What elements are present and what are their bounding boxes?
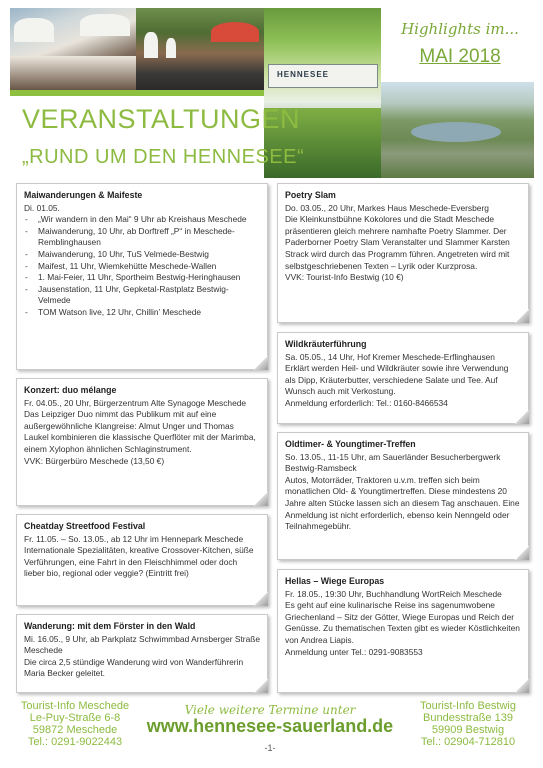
event-title: Hellas – Wiege Europas <box>285 576 385 586</box>
list-item: - Maifest, 11 Uhr, Wiemkehütte Meschede-Wallen <box>24 261 260 273</box>
event-maiwanderungen <box>16 183 268 370</box>
event-title: Poetry Slam <box>285 190 336 200</box>
event-title: Maiwanderungen & Maifeste <box>24 190 143 200</box>
event-poetry-slam <box>277 183 529 323</box>
event-wanderung <box>16 614 268 693</box>
photo-evening-fest <box>136 8 264 90</box>
footer-website-link[interactable]: www.hennesee-sauerland.de <box>146 716 394 736</box>
page-curl <box>515 309 529 323</box>
footer-city: 59872 Meschede <box>32 724 118 736</box>
page-curl <box>254 679 268 693</box>
footer-phone: Tel.: 0291-9022443 <box>27 736 123 748</box>
event-title: Konzert: duo mélange <box>24 385 117 395</box>
event-date: So. 13.05., 11-15 Uhr, am Sauerländer Besucherbergwerk Bestwig-Ramsbeck <box>285 451 501 474</box>
photo-festival-crowd <box>10 8 136 90</box>
event-date: Mi. 16.05., 9 Uhr, ab Parkplatz Schwimmbad Arnsberger Straße Meschede <box>24 633 260 656</box>
footer-office-name: Tourist-Info Meschede <box>20 700 130 712</box>
event-text: Erklärt werden Heil- und Wildkräuter sowie ihre Verwendung als Dipp, Kräuterbutter, verschiedene Salate und Tee. Auf Wunsch auch mit Verkostung. <box>285 363 509 397</box>
footer-tagline: Viele weitere Termine unter <box>184 703 356 717</box>
list-item: - „Wir wandern in den Mai“ 9 Uhr ab Kreishaus Meschede <box>24 214 260 226</box>
event-text: Autos, Motorräder, Traktoren u.v.m. treffen sich beim monatlichen Old- & Youngtimertreffen. Diese mindestens 20 Jahre alten Stücke lassen sich an diesem Tag anschauen. Eine Anmeldung ist nicht erforderlich, ebenso kein Nenngeld oder Teilnahmegebühr. <box>285 474 520 532</box>
event-date: Fr. 18.05., 19:30 Uhr, Buchhandlung WortReich Meschede <box>285 588 502 599</box>
event-date: Sa. 05.05., 14 Uhr, Hof Kremer Meschede-Erflinghausen <box>285 351 495 362</box>
footer-street: Le-Puy-Straße 6-8 <box>29 712 121 724</box>
event-date: Fr. 11.05. – So. 13.05., ab 12 Uhr im Hennepark Meschede <box>24 533 244 544</box>
event-title: Cheatday Streetfood Festival <box>24 521 146 531</box>
list-item: - TOM Watson live, 12 Uhr, Chillin’ Meschede <box>24 307 260 319</box>
event-title: Wildkräuterführung <box>285 339 367 349</box>
list-item: - Maiwanderung, 10 Uhr, TuS Velmede-Bestwig <box>24 249 260 261</box>
event-title: Oldtimer- & Youngtimer-Treffen <box>285 439 416 449</box>
event-date: Fr. 04.05., 20 Uhr, Bürgerzentrum Alte Synagoge Meschede <box>24 397 247 408</box>
event-cheatday <box>16 514 268 606</box>
list-item: - 1. Mai-Feier, 11 Uhr, Sportheim Bestwig-Heringhausen <box>24 272 260 284</box>
footer-tourist-info-bestwig <box>400 700 536 748</box>
event-title: Wanderung: mit dem Förster in den Wald <box>24 621 196 631</box>
footer-tourist-info-meschede <box>10 700 140 748</box>
event-anmeldung: Anmeldung erforderlich: Tel.: 0160-8466534 <box>285 397 448 408</box>
page-curl <box>515 679 529 693</box>
footer-office-name: Tourist-Info Bestwig <box>420 700 516 712</box>
event-date: Do. 03.05., 20 Uhr, Markes Haus Meschede-Eversberg <box>285 202 489 213</box>
page-number: -1- <box>264 743 276 753</box>
list-item: - Jausenstation, 11 Uhr, Gepketal-Rastplatz Bestwig-Velmede <box>24 284 260 307</box>
footer-phone: Tel.: 02904-712810 <box>420 736 516 748</box>
event-wildkraeuter <box>277 332 529 424</box>
page-curl <box>254 592 268 606</box>
page-curl <box>254 492 268 506</box>
footer-city: 59909 Bestwig <box>431 724 505 736</box>
list-item: - Maiwanderung, 10 Uhr, ab Dorftreff „P“ in Meschede-Remblinghausen <box>24 226 260 249</box>
event-date: Di. 01.05. <box>24 202 60 213</box>
event-anmeldung: Anmeldung unter Tel.: 0291-9083553 <box>285 646 423 657</box>
event-text: Die Kleinkunstbühne Kokolores und die Stadt Meschede präsentieren gleich mehrere namhafte Poetry Slammer. Der Paderborner Poetry Slam Veranstalter und Slammer Karsten Strack wird durch das Programm führen. Angetreten wird mit selbstgeschriebenen Texten – Lyrik oder Kurzprosa. <box>285 214 510 271</box>
event-text: Das Leipziger Duo nimmt das Publikum mit auf eine außergewöhnliche Klangreise: Almut Unger und Thomas Laukel kombinieren die klassische Querflöter mit der Marimba, einem Xylophon ähnlichen Schlaginstrument. <box>24 409 256 454</box>
page-curl <box>515 546 529 560</box>
event-vvk: VVK: Bürgerbüro Meschede (13,50 €) <box>24 455 165 466</box>
event-text: Internationale Spezialitäten, kreative Crossover-Kitchen, süße Verführungen, eine Fahrt in den Fleischhimmel oder doch lieber bio, regional oder veggie? (Eintritt frei) <box>24 545 254 579</box>
boat-sign: HENNESEE <box>277 70 330 79</box>
event-text: Es geht auf eine kulinarische Reise ins sagenumwobene Griechenland – Sitz der Götter, Wiege Europas und Reich der Genüsse. Zu thematischen Texten gibt es wieder Köstlichkeiten von Andrea Liapis. <box>285 600 520 645</box>
event-konzert <box>16 378 268 506</box>
event-vvk: VVK: Tourist-Info Bestwig (10 €) <box>285 272 404 283</box>
page-title: VERANSTALTUNGEN <box>22 104 301 134</box>
page-curl <box>515 410 529 424</box>
event-hellas <box>277 569 529 693</box>
page-subtitle: „RUND UM DEN HENNESEE“ <box>22 146 305 168</box>
event-oldtimer <box>277 432 529 560</box>
event-text: Die circa 2,5 stündige Wanderung wird von Wanderführerin Maria Becker geleitet. <box>24 656 244 679</box>
event-list <box>24 214 260 318</box>
footer-street: Bundesstraße 139 <box>423 712 513 724</box>
page-curl <box>254 356 268 370</box>
photo-lake-valley <box>381 82 534 178</box>
highlights-month: MAI 2018 <box>419 46 501 67</box>
header-accent-bar <box>10 90 264 96</box>
highlights-title: Highlights im... <box>401 20 519 38</box>
